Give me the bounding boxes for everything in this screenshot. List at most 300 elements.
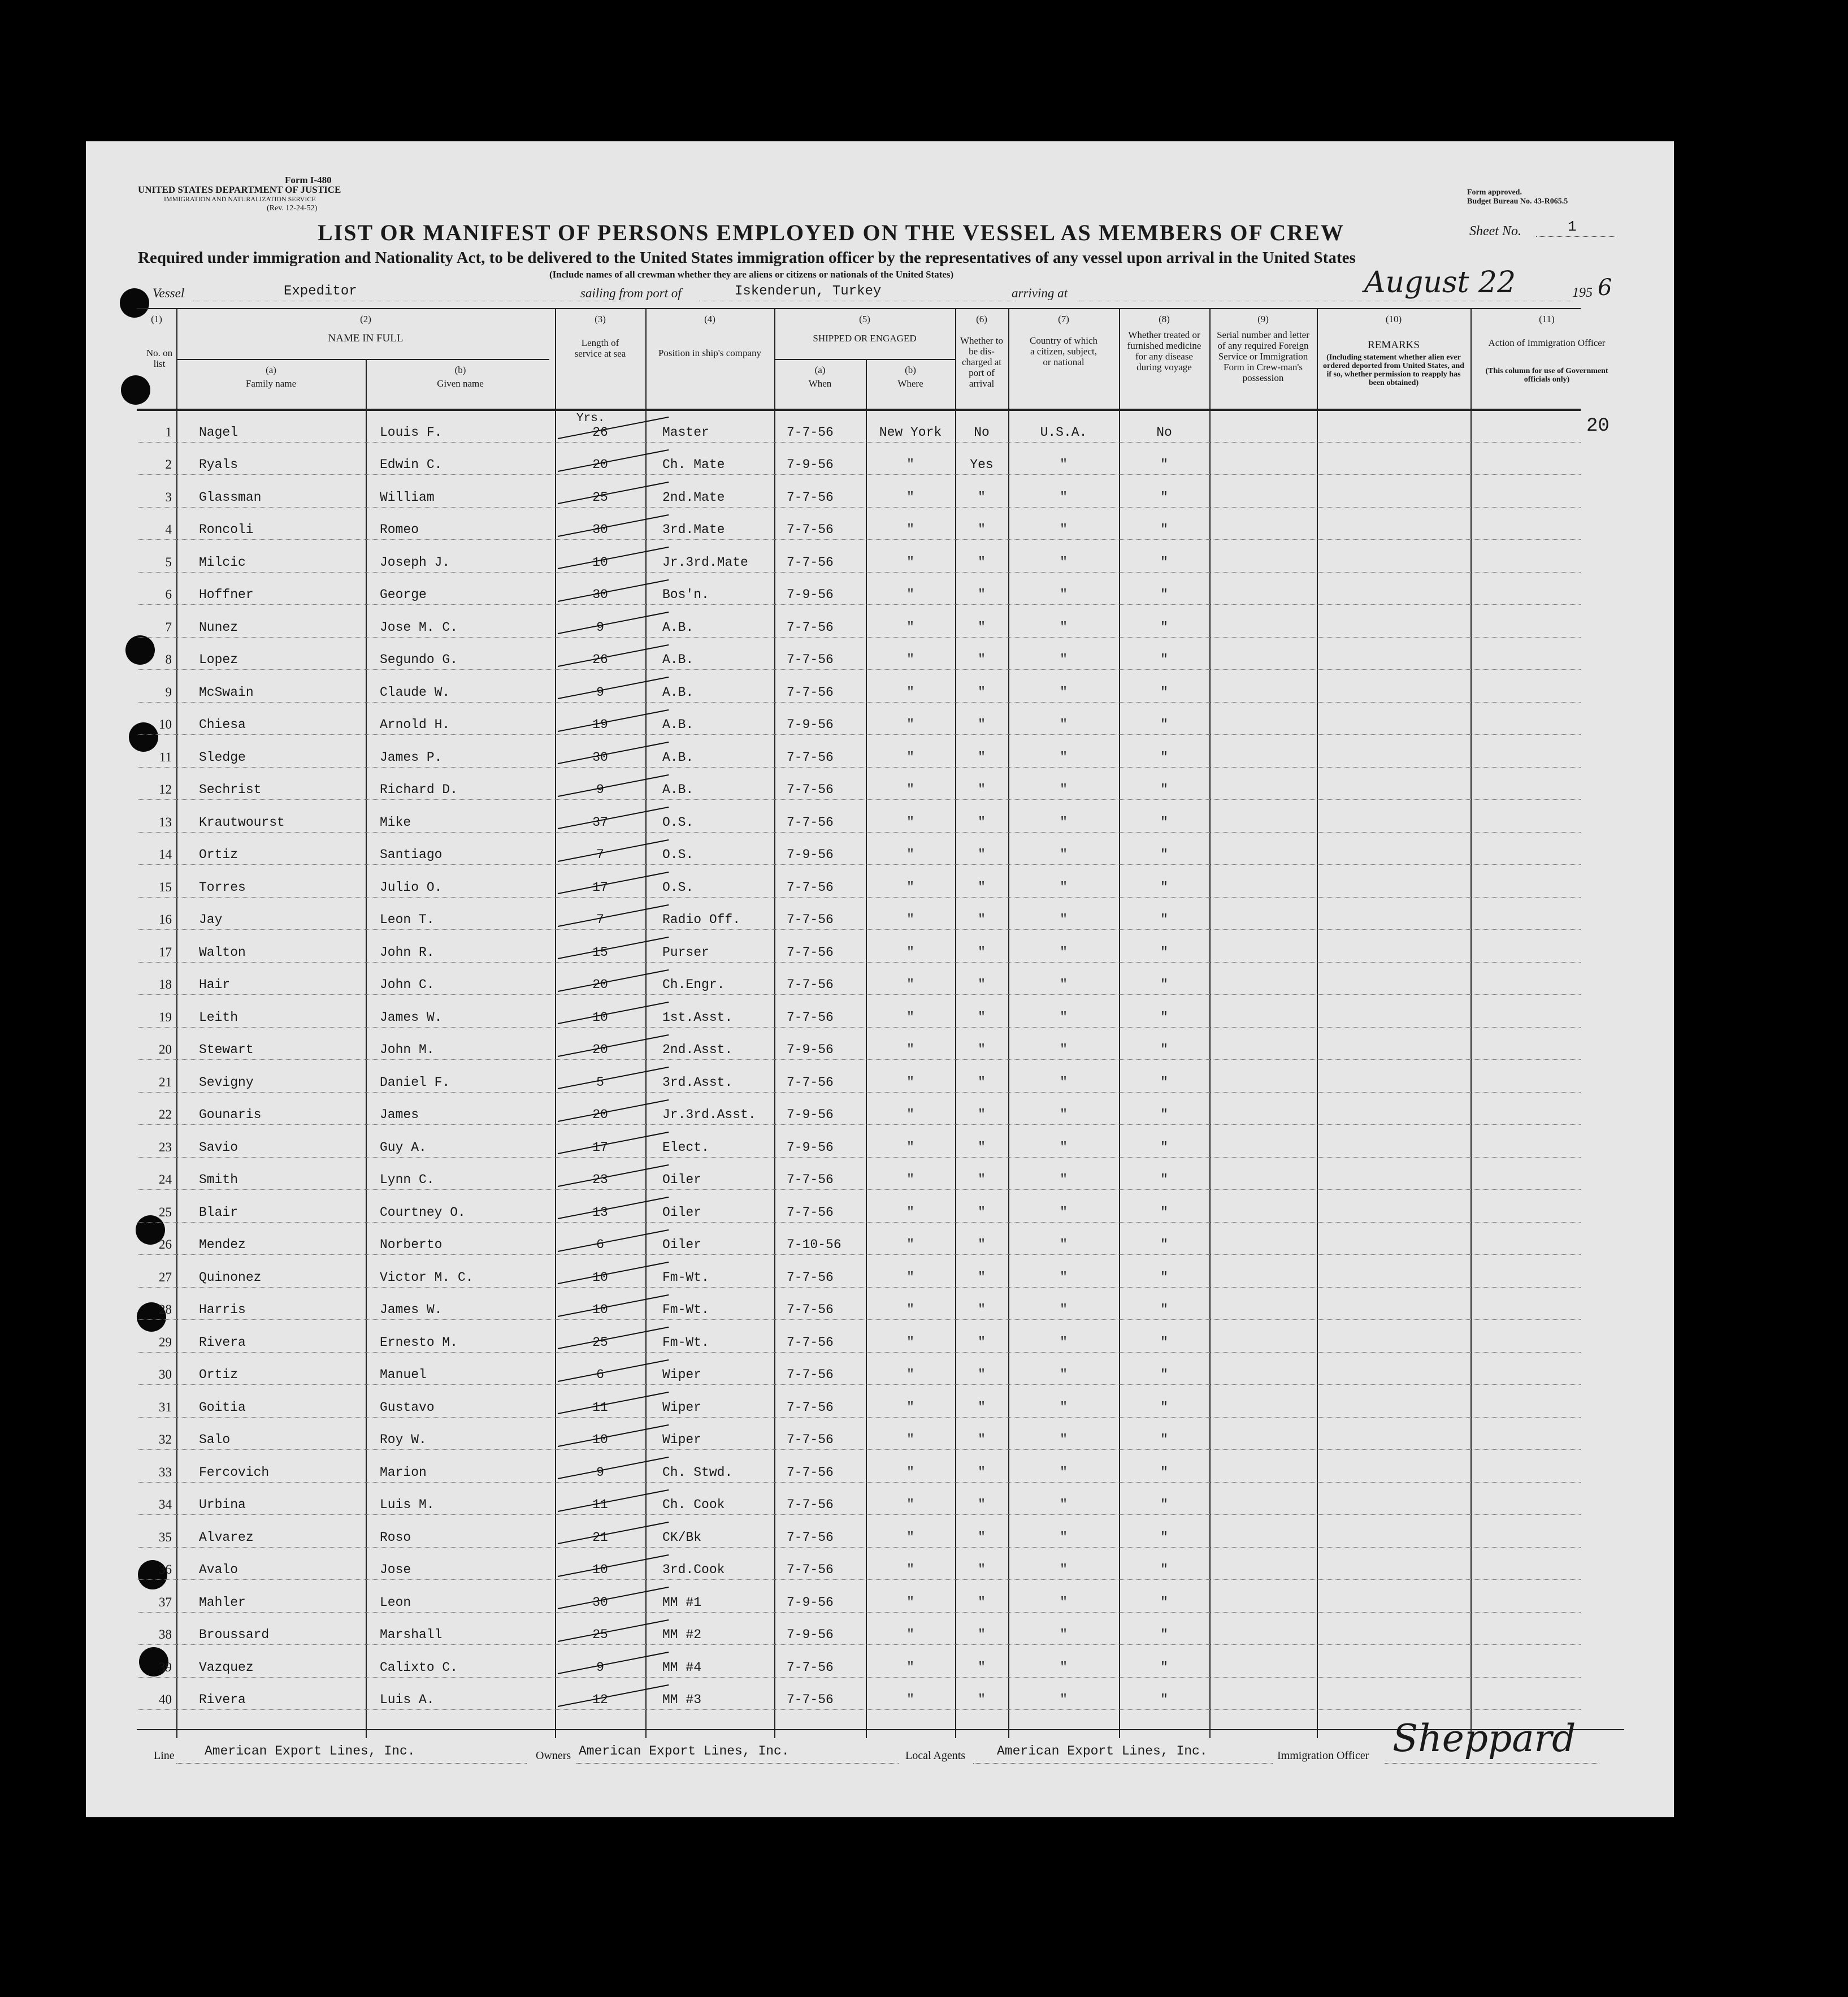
years-of-service: 10 (592, 1302, 608, 1318)
shipped-when: 7-9-56 (787, 717, 834, 733)
medicine: " (1160, 587, 1168, 603)
shipped-when: 7-9-56 (787, 847, 834, 863)
given-name: William (380, 489, 435, 505)
given-name: Louis F. (380, 424, 443, 440)
position: O.S. (662, 815, 694, 830)
table-row (137, 1320, 1581, 1353)
shipped-where: " (906, 750, 914, 765)
discharged: " (978, 717, 986, 733)
position: Ch.Engr. (662, 977, 725, 993)
shipped-when: 7-7-56 (787, 880, 834, 895)
shipped-when: 7-7-56 (787, 1660, 834, 1675)
medicine: " (1160, 1432, 1168, 1448)
country: " (1060, 685, 1068, 700)
page-title: LIST OR MANIFEST OF PERSONS EMPLOYED ON THE VESSEL AS MEMBERS OF CREW (318, 220, 1344, 245)
row-number: 31 (159, 1400, 172, 1414)
family-name: Chiesa (199, 717, 246, 733)
given-name: George (380, 587, 427, 603)
table-row (137, 1580, 1581, 1613)
col-2b-number: (b) (454, 365, 466, 375)
shipped-when: 7-7-56 (787, 1465, 834, 1480)
shipped-when: 7-7-56 (787, 1432, 834, 1448)
shipped-where: " (906, 912, 914, 928)
shipped-where: " (906, 1627, 914, 1643)
position: Purser (662, 945, 709, 960)
shipped-where: New York (879, 424, 942, 440)
shipped-where: " (906, 1692, 914, 1708)
years-of-service: 10 (592, 555, 608, 570)
family-name: Hair (199, 977, 231, 993)
years-of-service: 26 (592, 652, 608, 668)
given-name: Gustavo (380, 1400, 435, 1415)
given-name: James W. (380, 1010, 443, 1025)
discharged: " (978, 685, 986, 700)
position: Fm-Wt. (662, 1270, 709, 1285)
country: " (1060, 912, 1068, 928)
table-row (137, 1450, 1581, 1483)
discharged: " (978, 1465, 986, 1480)
shipped-when: 7-7-56 (787, 945, 834, 960)
table-row (137, 443, 1581, 475)
shipped-where: " (906, 880, 914, 895)
shipped-when: 7-7-56 (787, 424, 834, 440)
country: " (1060, 620, 1068, 635)
discharged: " (978, 489, 986, 505)
years-of-service: 9 (596, 620, 604, 635)
country: " (1060, 750, 1068, 765)
discharged: " (978, 1530, 986, 1545)
years-of-service: 10 (592, 1270, 608, 1285)
years-of-service: 25 (592, 1627, 608, 1643)
country: " (1060, 977, 1068, 993)
given-name: Leon (380, 1595, 411, 1610)
owners-value: American Export Lines, Inc. (579, 1744, 789, 1758)
medicine: " (1160, 1205, 1168, 1220)
row-number: 39 (159, 1660, 172, 1674)
medicine: " (1160, 555, 1168, 570)
row-number: 14 (159, 847, 172, 862)
family-name: Broussard (199, 1627, 270, 1643)
col-5a-header: When (808, 378, 832, 389)
col-11-note: (This column for use of Government officials only) (1485, 367, 1608, 384)
row-number: 23 (159, 1140, 172, 1154)
table-row (137, 963, 1581, 995)
arriving-label: arriving at (1012, 286, 1068, 300)
years-of-service: 20 (592, 1042, 608, 1058)
shipped-where: " (906, 945, 914, 960)
position: Radio Off. (662, 912, 741, 928)
col-11-number: (11) (1539, 314, 1555, 324)
given-name: Marshall (380, 1627, 443, 1643)
shipped-where: " (906, 1302, 914, 1318)
row-number: 26 (159, 1237, 172, 1252)
discharged: " (978, 1562, 986, 1578)
country: " (1060, 717, 1068, 733)
shipped-where: " (906, 1010, 914, 1025)
row-number: 5 (165, 555, 172, 569)
col-11-header: Action of Immigration Officer (1488, 337, 1606, 348)
shipped-where: " (906, 1172, 914, 1188)
family-name: Urbina (199, 1497, 246, 1513)
family-name: Milcic (199, 555, 246, 570)
owners-label: Owners (536, 1749, 571, 1762)
family-name: Sechrist (199, 782, 262, 798)
col-9-number: (9) (1257, 314, 1269, 324)
country: " (1060, 1010, 1068, 1025)
table-row (137, 1515, 1581, 1548)
family-name: Glassman (199, 489, 262, 505)
position: O.S. (662, 847, 694, 863)
medicine: " (1160, 1042, 1168, 1058)
family-name: Leith (199, 1010, 238, 1025)
position: Wiper (662, 1367, 702, 1383)
country: " (1060, 1270, 1068, 1285)
years-of-service: 9 (596, 1660, 604, 1675)
family-name: Ortiz (199, 847, 238, 863)
shipped-where: " (906, 1075, 914, 1090)
shipped-where: " (906, 587, 914, 603)
agents-value: American Export Lines, Inc. (997, 1744, 1208, 1758)
position: MM #2 (662, 1627, 702, 1643)
medicine: " (1160, 620, 1168, 635)
shipped-where: " (906, 1205, 914, 1220)
shipped-when: 7-7-56 (787, 685, 834, 700)
discharged: " (978, 1595, 986, 1610)
discharged: " (978, 1497, 986, 1513)
country: " (1060, 1172, 1068, 1188)
medicine: " (1160, 1562, 1168, 1578)
col-7-header: Country of which a citizen, subject, or national (1030, 335, 1097, 367)
given-name: Calixto C. (380, 1660, 458, 1675)
service-name: IMMIGRATION AND NATURALIZATION SERVICE (164, 195, 316, 203)
family-name: Quinonez (199, 1270, 262, 1285)
country: " (1060, 1530, 1068, 1545)
country: U.S.A. (1040, 424, 1087, 440)
table-row (137, 1255, 1581, 1288)
family-name: Harris (199, 1302, 246, 1318)
discharged: " (978, 945, 986, 960)
given-name: James (380, 1107, 419, 1123)
years-of-service: 7 (596, 847, 604, 863)
col-8-header: Whether treated or furnished medicine for any disease during voyage (1127, 330, 1201, 372)
medicine: " (1160, 1335, 1168, 1350)
years-of-service: 13 (592, 1205, 608, 1220)
country: " (1060, 652, 1068, 668)
years-of-service: 15 (592, 945, 608, 960)
family-name: Rivera (199, 1692, 246, 1708)
discharged: " (978, 555, 986, 570)
discharged: " (978, 522, 986, 538)
row-number: 21 (159, 1075, 172, 1089)
row-number: 10 (159, 717, 172, 732)
position: Ch. Mate (662, 457, 725, 473)
medicine: " (1160, 489, 1168, 505)
position: Jr.3rd.Mate (662, 555, 748, 570)
family-name: Ryals (199, 457, 238, 473)
position: Ch. Cook (662, 1497, 725, 1513)
col-10-number: (10) (1385, 314, 1402, 324)
shipped-where: " (906, 522, 914, 538)
shipped-when: 7-7-56 (787, 1367, 834, 1383)
row-number: 12 (159, 782, 172, 797)
medicine: " (1160, 912, 1168, 928)
row-number: 4 (165, 522, 172, 537)
col-5-header: SHIPPED OR ENGAGED (813, 333, 917, 344)
years-of-service: 17 (592, 880, 608, 895)
col-1-number: (1) (151, 314, 162, 324)
medicine: " (1160, 1497, 1168, 1513)
shipped-when: 7-9-56 (787, 457, 834, 473)
position: CK/Bk (662, 1530, 702, 1545)
col-2b-header: Given name (437, 378, 484, 389)
table-row (137, 930, 1581, 963)
shipped-where: " (906, 1140, 914, 1155)
discharged: " (978, 750, 986, 765)
country: " (1060, 815, 1068, 830)
discharged: " (978, 847, 986, 863)
row-number: 20 (159, 1042, 172, 1057)
medicine: " (1160, 1010, 1168, 1025)
col-5-number: (5) (859, 314, 870, 324)
row-number: 27 (159, 1270, 172, 1284)
family-name: McSwain (199, 685, 254, 700)
shipped-when: 7-7-56 (787, 815, 834, 830)
col-2-header: NAME IN FULL (328, 332, 404, 344)
discharged: " (978, 652, 986, 668)
discharged: " (978, 782, 986, 798)
col-4-header: Position in ship's company (658, 348, 762, 358)
discharged: " (978, 1270, 986, 1285)
medicine: " (1160, 1692, 1168, 1708)
shipped-where: " (906, 457, 914, 473)
shipped-when: 7-7-56 (787, 1302, 834, 1318)
family-name: Jay (199, 912, 223, 928)
position: Bos'n. (662, 587, 709, 603)
shipped-where: " (906, 1270, 914, 1285)
years-of-service: 25 (592, 489, 608, 505)
family-name: Alvarez (199, 1530, 254, 1545)
given-name: Julio O. (380, 880, 443, 895)
given-name: Courtney O. (380, 1205, 466, 1220)
country: " (1060, 1692, 1068, 1708)
row-number: 29 (159, 1335, 172, 1349)
medicine: " (1160, 815, 1168, 830)
row-number: 19 (159, 1010, 172, 1024)
family-name: Stewart (199, 1042, 254, 1058)
country: " (1060, 782, 1068, 798)
shipped-where: " (906, 1335, 914, 1350)
shipped-when: 7-7-56 (787, 489, 834, 505)
position: Master (662, 424, 709, 440)
sailing-label: sailing from port of (580, 286, 682, 300)
discharged: " (978, 1692, 986, 1708)
shipped-where: " (906, 1530, 914, 1545)
position: 2nd.Asst. (662, 1042, 733, 1058)
row-number: 9 (165, 685, 172, 699)
medicine: " (1160, 1270, 1168, 1285)
medicine: " (1160, 717, 1168, 733)
table-row (137, 800, 1581, 833)
manifest-sheet (86, 141, 1674, 1817)
family-name: Mendez (199, 1237, 246, 1253)
years-of-service: 10 (592, 1432, 608, 1448)
years-of-service: 20 (592, 1107, 608, 1123)
position: MM #3 (662, 1692, 702, 1708)
shipped-where: " (906, 977, 914, 993)
shipped-when: 7-7-56 (787, 555, 834, 570)
given-name: Luis A. (380, 1692, 435, 1708)
years-of-service: 17 (592, 1140, 608, 1155)
col-3-number: (3) (595, 314, 606, 324)
given-name: Jose M. C. (380, 620, 458, 635)
years-of-service: 6 (596, 1237, 604, 1253)
medicine: " (1160, 1400, 1168, 1415)
country: " (1060, 1400, 1068, 1415)
position: O.S. (662, 880, 694, 895)
given-name: Roy W. (380, 1432, 427, 1448)
row-number: 15 (159, 880, 172, 894)
years-of-service: 20 (592, 457, 608, 473)
discharged: " (978, 620, 986, 635)
given-name: Ernesto M. (380, 1335, 458, 1350)
medicine: " (1160, 1302, 1168, 1318)
shipped-when: 7-10-56 (787, 1237, 841, 1253)
family-name: Nagel (199, 424, 238, 440)
family-name: Sledge (199, 750, 246, 765)
sheet-number: 1 (1568, 218, 1577, 235)
row-number: 24 (159, 1172, 172, 1187)
page-subtitle: Required under immigration and Nationality Act, to be delivered to the United States immigration officer by the representatives of any vessel upon arrival in the United States (138, 249, 1356, 267)
officer-signature: Sheppard (1392, 1717, 1576, 1760)
shipped-where: " (906, 685, 914, 700)
family-name: Savio (199, 1140, 238, 1155)
col-2-number: (2) (360, 314, 371, 324)
family-name: Lopez (199, 652, 238, 668)
shipped-where: " (906, 1432, 914, 1448)
row-number: 11 (159, 750, 172, 764)
row-number: 2 (165, 457, 172, 472)
shipped-when: 7-7-56 (787, 620, 834, 635)
col-2a-number: (a) (266, 365, 276, 375)
row-number: 32 (159, 1432, 172, 1447)
years-of-service: 11 (592, 1497, 608, 1513)
years-of-service: 30 (592, 750, 608, 765)
table-row (137, 1353, 1581, 1385)
sheet-label: Sheet No. (1469, 224, 1521, 239)
given-name: Santiago (380, 847, 443, 863)
position: Oiler (662, 1205, 702, 1220)
table-row (137, 995, 1581, 1028)
given-name: Norberto (380, 1237, 443, 1253)
shipped-when: 7-7-56 (787, 1497, 834, 1513)
row-number: 3 (165, 489, 172, 504)
shipped-when: 7-9-56 (787, 1595, 834, 1610)
table-row (137, 1158, 1581, 1190)
family-name: Krautwourst (199, 815, 285, 830)
discharged: No (974, 424, 990, 440)
shipped-when: 7-7-56 (787, 977, 834, 993)
shipped-where: " (906, 620, 914, 635)
table-row (137, 508, 1581, 540)
row-number: 35 (159, 1530, 172, 1544)
col-4-number: (4) (704, 314, 715, 324)
medicine: " (1160, 1465, 1168, 1480)
col-5a-number: (a) (814, 365, 826, 375)
table-row (137, 768, 1581, 800)
discharged: " (978, 1627, 986, 1643)
discharged: " (978, 1335, 986, 1350)
row-number: 25 (159, 1205, 172, 1219)
years-of-service: 23 (592, 1172, 608, 1188)
position: 3rd.Asst. (662, 1075, 733, 1090)
given-name: Richard D. (380, 782, 458, 798)
position: A.B. (662, 652, 694, 668)
table-row (137, 1093, 1581, 1125)
country: " (1060, 847, 1068, 863)
dept-name: UNITED STATES DEPARTMENT OF JUSTICE (138, 184, 341, 195)
table-row (137, 1223, 1581, 1255)
country: " (1060, 457, 1068, 473)
col-5b-header: Where (897, 378, 923, 389)
discharged: Yes (970, 457, 994, 473)
given-name: Joseph J. (380, 555, 450, 570)
years-of-service: 26 (592, 424, 608, 440)
given-name: James W. (380, 1302, 443, 1318)
given-name: John C. (380, 977, 435, 993)
discharged: " (978, 1660, 986, 1675)
country: " (1060, 1627, 1068, 1643)
country: " (1060, 880, 1068, 895)
years-of-service: 10 (592, 1010, 608, 1025)
discharged: " (978, 1367, 986, 1383)
discharged: " (978, 587, 986, 603)
table-row (137, 475, 1581, 508)
discharged: " (978, 880, 986, 895)
position: Elect. (662, 1140, 709, 1155)
officer-label: Immigration Officer (1277, 1749, 1369, 1762)
country: " (1060, 489, 1068, 505)
given-name: Marion (380, 1465, 427, 1480)
medicine: " (1160, 1172, 1168, 1188)
vessel-label: Vessel (153, 286, 185, 300)
discharged: " (978, 1107, 986, 1123)
given-name: John M. (380, 1042, 435, 1058)
row-number: 6 (165, 587, 172, 602)
given-name: Victor M. C. (380, 1270, 474, 1285)
position: 1st.Asst. (662, 1010, 733, 1025)
shipped-where: " (906, 1237, 914, 1253)
medicine: " (1160, 685, 1168, 700)
position: Oiler (662, 1172, 702, 1188)
table-row (137, 573, 1581, 605)
table-row (137, 1385, 1581, 1418)
col-7-number: (7) (1058, 314, 1069, 324)
medicine: " (1160, 782, 1168, 798)
shipped-where: " (906, 1465, 914, 1480)
years-of-service: 9 (596, 1465, 604, 1480)
medicine: " (1160, 1140, 1168, 1155)
medicine: " (1160, 457, 1168, 473)
discharged: " (978, 1075, 986, 1090)
country: " (1060, 1660, 1068, 1675)
family-name: Blair (199, 1205, 238, 1220)
position: A.B. (662, 782, 694, 798)
given-name: Lynn C. (380, 1172, 435, 1188)
col-1-header: No. on list (146, 348, 173, 369)
table-row (137, 1060, 1581, 1093)
country: " (1060, 1595, 1068, 1610)
table-row (137, 540, 1581, 573)
